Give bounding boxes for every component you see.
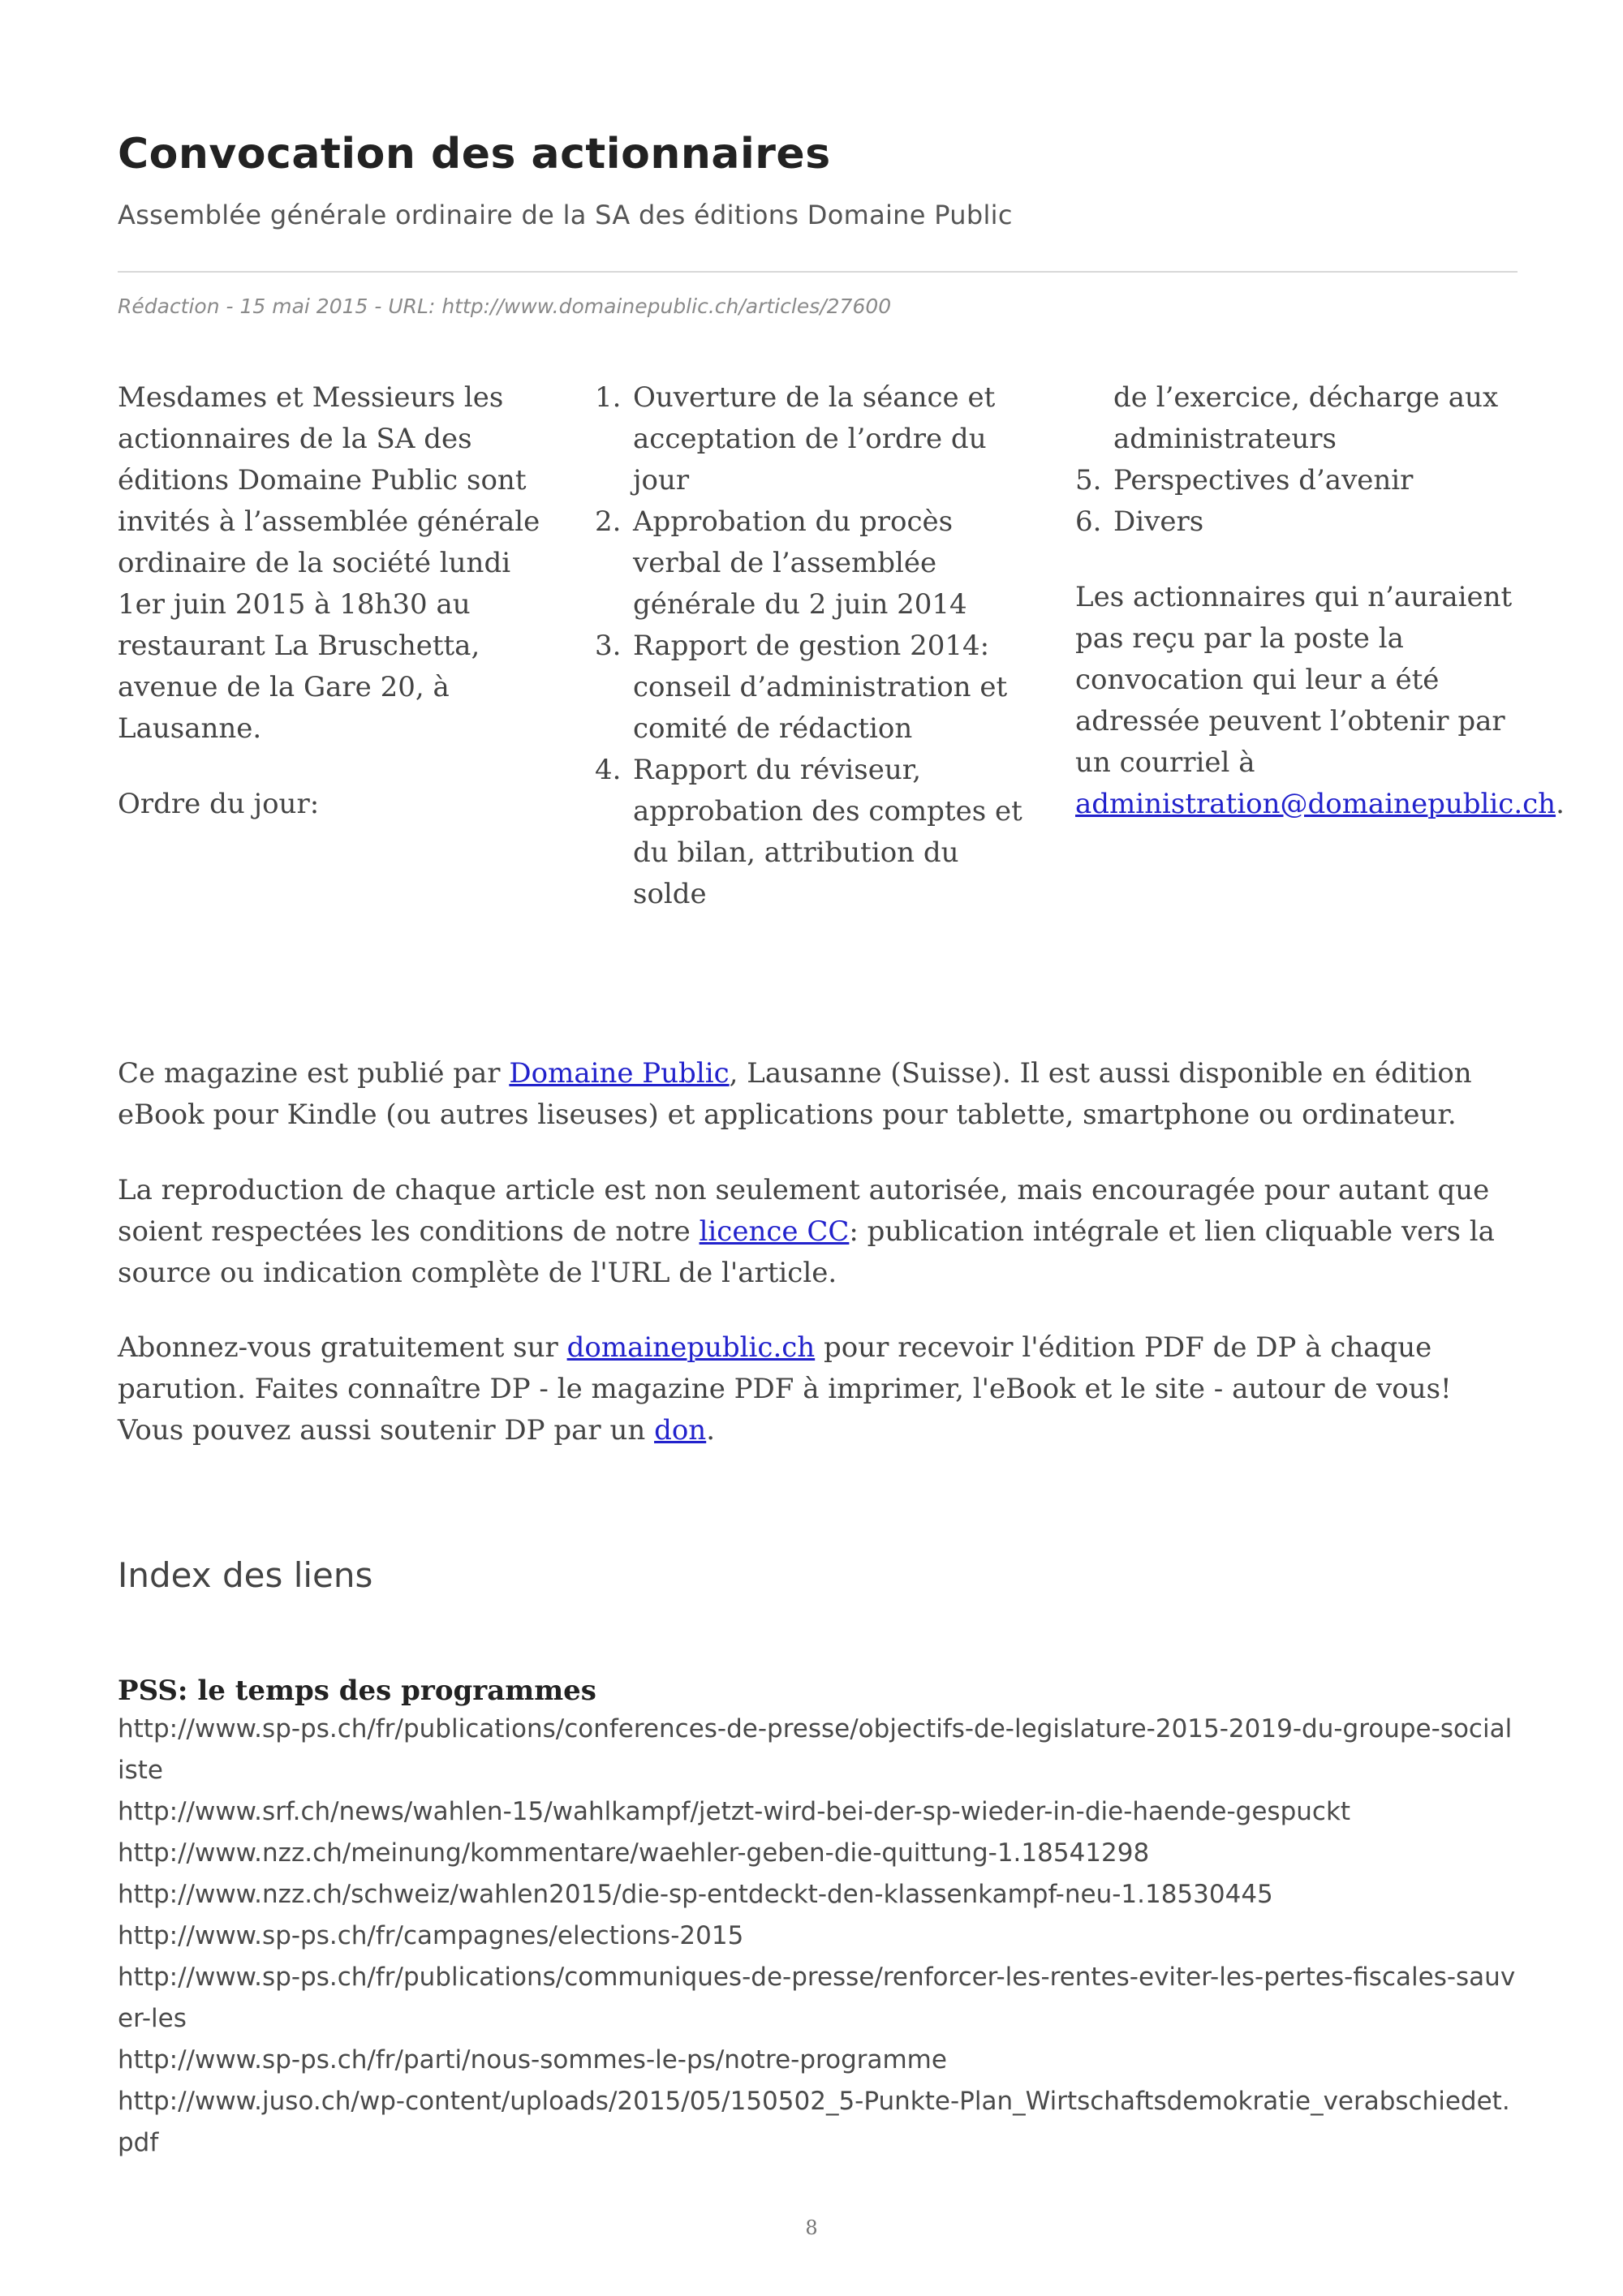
body-column-3 — [1075, 377, 1565, 825]
body-column-2 — [595, 377, 1033, 915]
link-index-list — [118, 1709, 1518, 2164]
agenda-item — [595, 750, 1033, 915]
header-divider — [118, 271, 1518, 273]
agenda-item-number: 6. — [1075, 505, 1102, 538]
contact-text: Les actionnaires qui n’auraient pas reçu par la poste la convocation qui leur a été adressée peuvent l’obtenir par un courriel à — [1075, 581, 1513, 779]
agenda-item — [595, 626, 1033, 750]
agenda-item — [1075, 501, 1518, 543]
agenda-list — [595, 377, 1033, 915]
contact-email-link[interactable]: administration@domainepublic.ch — [1075, 788, 1556, 820]
agenda-item — [595, 377, 1033, 501]
agenda-item — [595, 501, 1033, 626]
agenda-item-number: 3. — [595, 630, 622, 662]
link-index-url: http://www.sp-ps.ch/fr/campagnes/elections-2015 — [118, 1921, 744, 1950]
licence-cc-link[interactable]: licence CC — [699, 1215, 850, 1248]
publisher-note — [118, 1053, 1518, 1136]
agenda-item-number: 4. — [595, 754, 622, 786]
article-subtitle: Assemblée générale ordinaire de la SA des éditions Domaine Public — [118, 200, 1013, 230]
link-index-url: http://www.nzz.ch/meinung/kommentare/waehler-geben-die-quittung-1.18541298 — [118, 1838, 1150, 1868]
page-number: 8 — [805, 2216, 818, 2239]
agenda-item-text: Rapport du réviseur, approbation des comptes et du bilan, attribution du solde — [633, 754, 1022, 910]
agenda-item-text: Approbation du procès verbal de l’assemblée générale du 2 juin 2014 — [633, 505, 967, 621]
article-title: Convocation des actionnaires — [118, 130, 831, 178]
contact-end: . — [1556, 788, 1565, 820]
agenda-item-text: Divers — [1113, 505, 1204, 538]
agenda-item-number: 1. — [595, 381, 622, 414]
domainepublic-ch-link[interactable]: domainepublic.ch — [566, 1331, 816, 1364]
link-index-heading: Index des liens — [118, 1555, 373, 1595]
agenda-item-continuation: de l’exercice, décharge aux administrateurs — [1113, 381, 1499, 455]
publisher-note-text-end: , Lausanne (Suisse). Il est aussi disponible en édition eBook pour Kindle (ou autres liseuses) et applications pour tablette, smartphone ou ordinateur. — [118, 1057, 1472, 1131]
link-index-section — [118, 1673, 1518, 2164]
license-note-text-end: : publication intégrale et lien cliquable vers la source ou indication complète de l'URL de l'article. — [118, 1215, 1495, 1289]
agenda-list-continued — [1075, 460, 1518, 543]
link-index-url: http://www.sp-ps.ch/fr/publications/communiques-de-presse/renforcer-les-rentes-eviter-les-pertes-fiscales-sauver-les — [118, 1963, 1516, 2033]
link-index-url: http://www.juso.ch/wp-content/uploads/2015/05/150502_5-Punkte-Plan_Wirtschaftsdemokratie_verabschiedet.pdf — [118, 2087, 1510, 2157]
article-meta: Rédaction - 15 mai 2015 - URL: http://www.domainepublic.ch/articles/27600 — [118, 295, 892, 318]
agenda-item-text: Perspectives d’avenir — [1113, 464, 1414, 497]
agenda-item-text: Rapport de gestion 2014: conseil d’administration et comité de rédaction — [633, 630, 1008, 745]
link-index-section-title: PSS: le temps des programmes — [118, 1675, 596, 1707]
link-index-url: http://www.nzz.ch/schweiz/wahlen2015/die-sp-entdeckt-den-klassenkampf-neu-1.18530445 — [118, 1880, 1273, 1909]
subscribe-note-text-middle: pour recevoir l'édition PDF de DP à chaque parution. Faites connaître DP - le magazine PDF à imprimer, l'eBook et le site - autour de vous! Vous pouvez aussi soutenir DP par un — [118, 1331, 1452, 1447]
subscribe-note — [118, 1327, 1518, 1451]
agenda-item-number: 5. — [1075, 464, 1102, 497]
don-link[interactable]: don — [654, 1414, 707, 1447]
agenda-item-number: 2. — [595, 505, 622, 538]
agenda-item — [1075, 460, 1518, 501]
link-index-url: http://www.sp-ps.ch/fr/parti/nous-sommes-le-ps/notre-programme — [118, 2045, 947, 2075]
subscribe-note-text: Abonnez-vous gratuitement sur — [118, 1331, 567, 1364]
agenda-heading: Ordre du jour: — [118, 788, 320, 820]
subscribe-note-text-end: . — [706, 1414, 716, 1447]
publisher-note-text: Ce magazine est publié par — [118, 1057, 510, 1090]
license-note — [118, 1170, 1518, 1294]
domaine-public-link[interactable]: Domaine Public — [509, 1057, 730, 1090]
link-index-url: http://www.srf.ch/news/wahlen-15/wahlkampf/jetzt-wird-bei-der-sp-wieder-in-die-haende-gespuckt — [118, 1797, 1351, 1826]
body-column-1 — [118, 377, 548, 825]
link-index-url: http://www.sp-ps.ch/fr/publications/conferences-de-presse/objectifs-de-legislature-2015-2019-du-groupe-socialiste — [118, 1714, 1513, 1785]
intro-paragraph: Mesdames et Messieurs les actionnaires de la SA des éditions Domaine Public sont invités à l’assemblée générale ordinaire de la société lundi 1er juin 2015 à 18h30 au restaurant La Bruschetta, avenue de la Gare 20, à Lausanne. — [118, 381, 540, 745]
contact-paragraph — [1075, 577, 1565, 825]
agenda-item-text: Ouverture de la séance et acceptation de l’ordre du jour — [633, 381, 996, 497]
license-note-text: La reproduction de chaque article est non seulement autorisée, mais encouragée pour autant que soient respectées les conditions de notre — [118, 1174, 1490, 1248]
